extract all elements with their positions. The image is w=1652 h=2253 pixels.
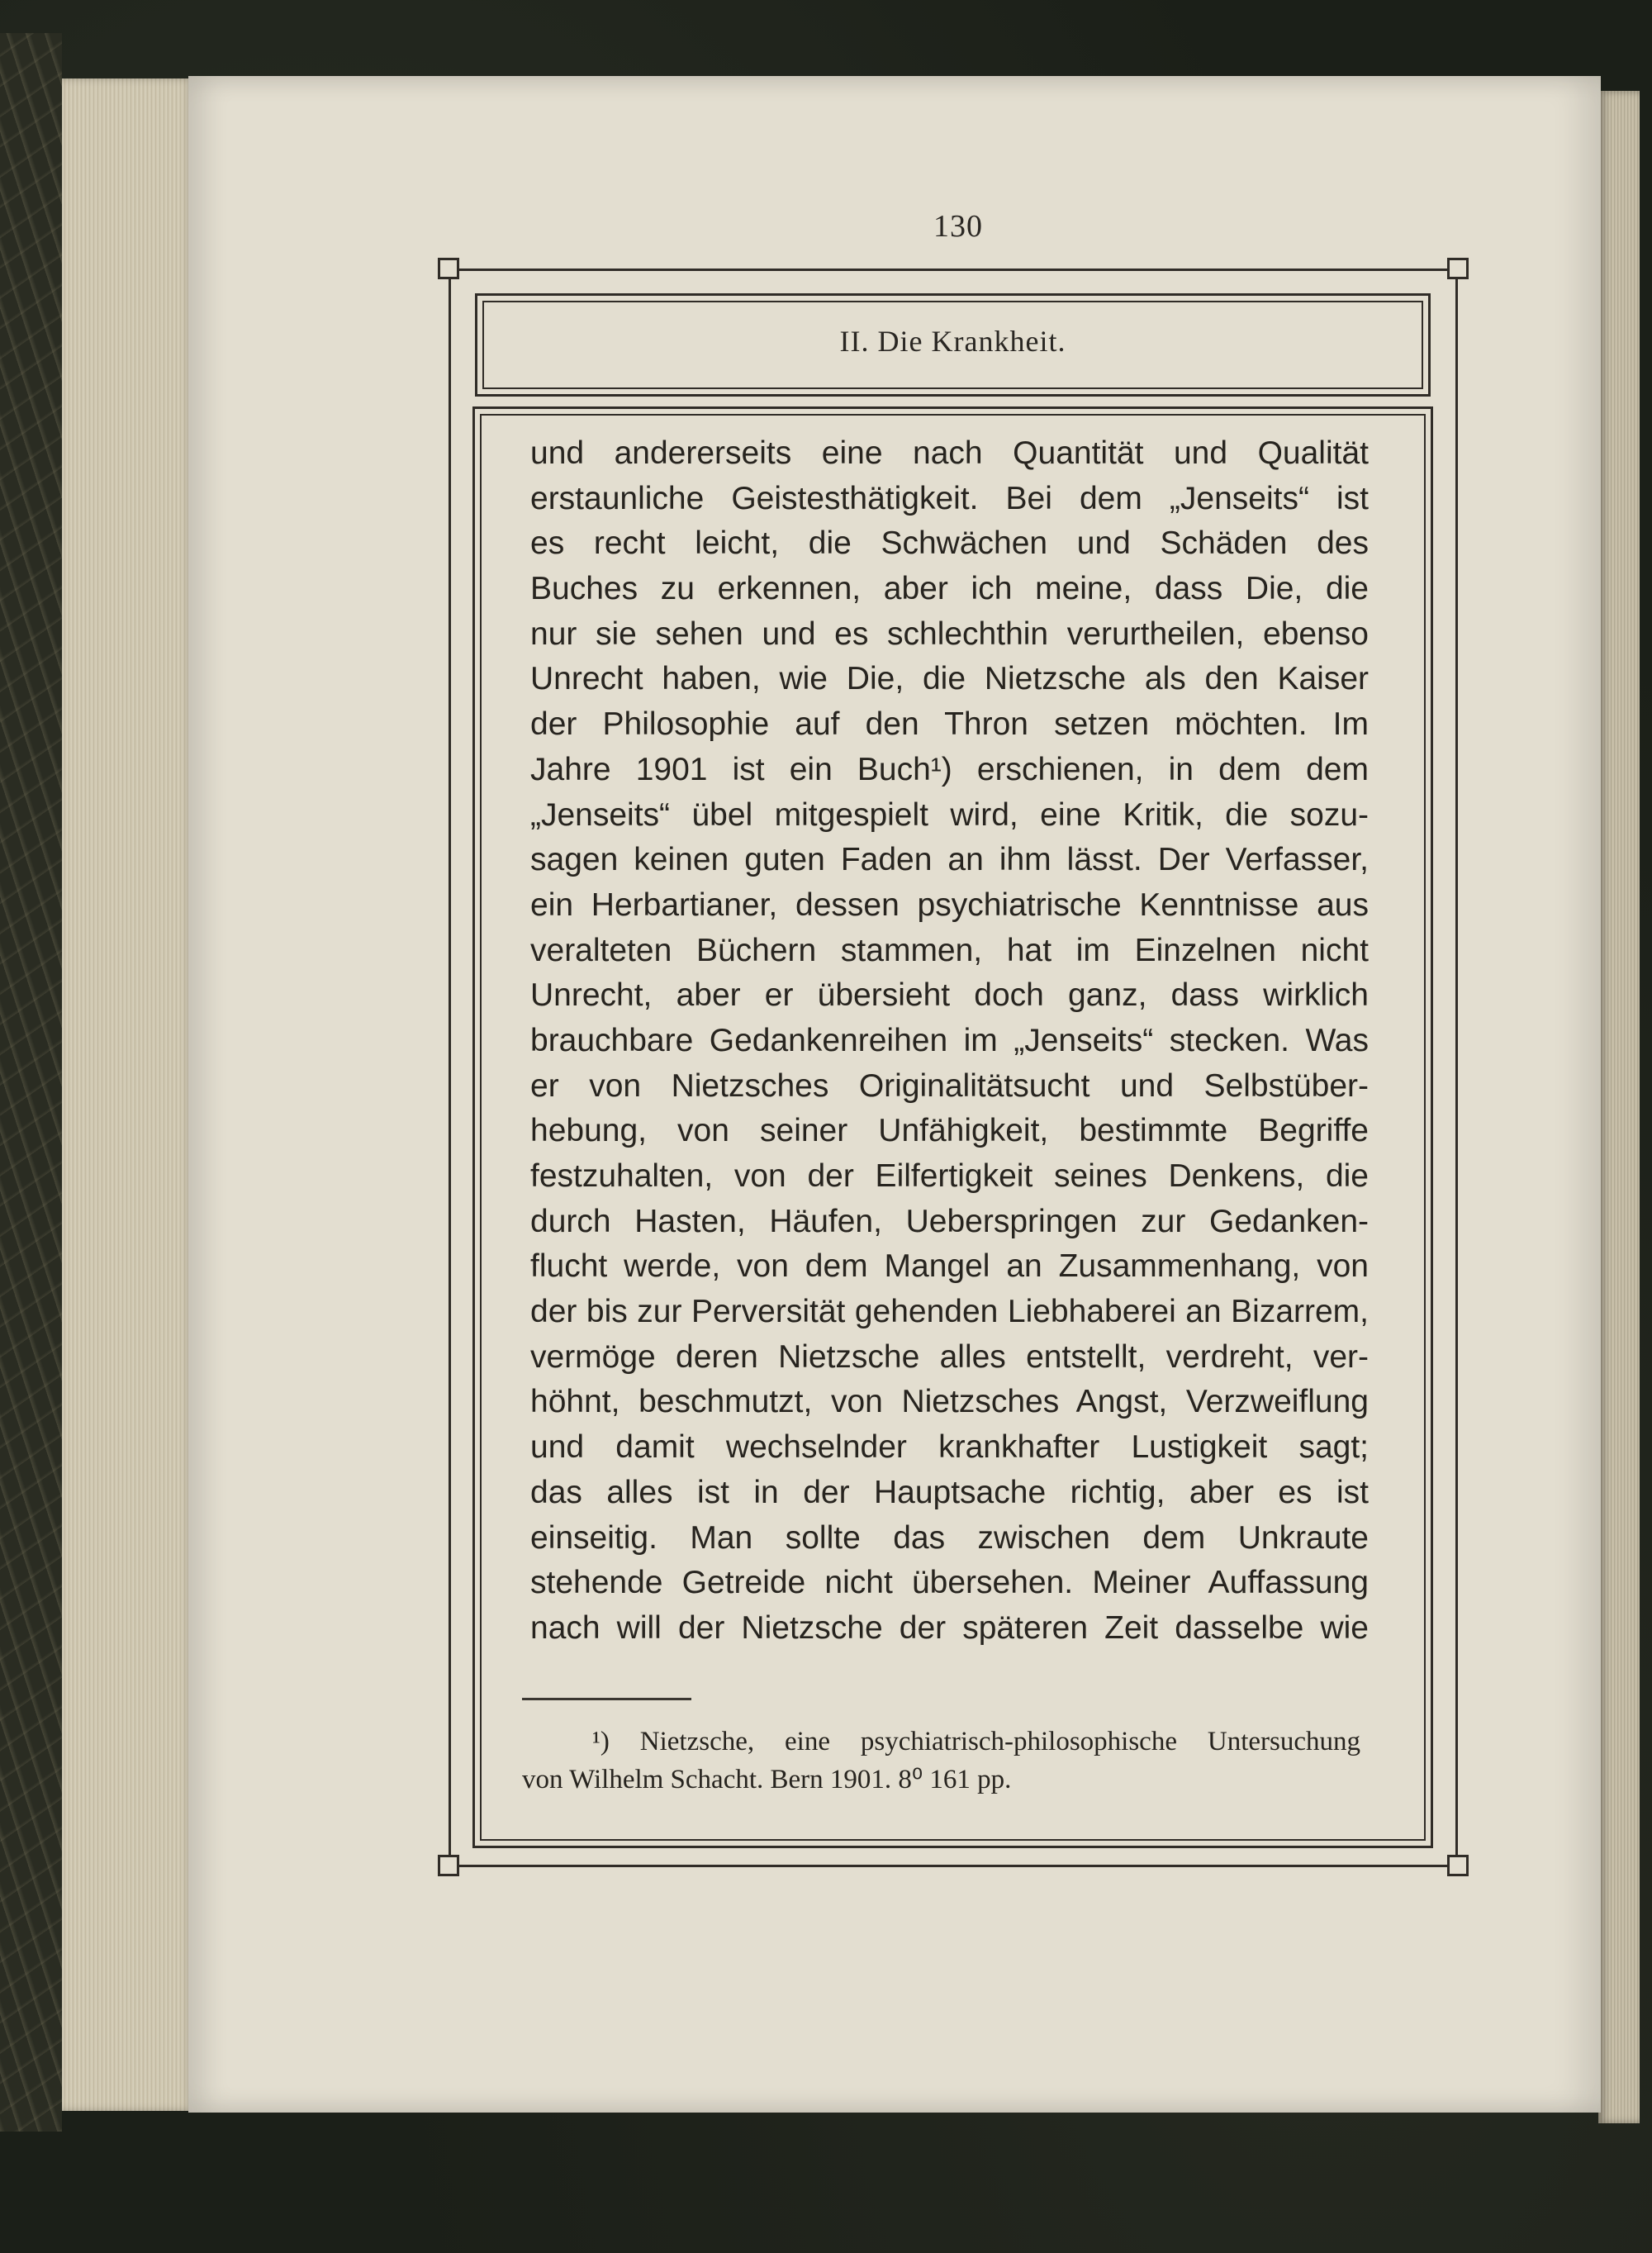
corner-ornament-top-right (1447, 258, 1469, 279)
text-line: nur sie sehen und es schlechthin verurtheilen, ebenso (530, 616, 1369, 652)
text-line: flucht werde, von dem Mangel an Zusammenhang, von (530, 1248, 1369, 1285)
text-line: höhnt, beschmutzt, von Nietzsches Angst, Verzweiflung (530, 1384, 1369, 1420)
text-line: der bis zur Perversität gehenden Liebhaberei an Bizarrem, (530, 1294, 1369, 1330)
text-line: ein Herbartianer, dessen psychiatrische Kenntnisse aus (530, 886, 1369, 923)
text-line: vermöge deren Nietzsche alles entstellt, verdreht, ver- (530, 1338, 1369, 1375)
text-line: hebung, von seiner Unfähigkeit, bestimmte Begriffe (530, 1113, 1369, 1149)
text-line: Jahre 1901 ist ein Buch¹) erschienen, in dem dem (530, 751, 1369, 787)
body-text (530, 431, 1369, 1652)
footnote-rule (522, 1698, 691, 1700)
marbled-board (0, 33, 62, 2132)
text-line: durch Hasten, Häufen, Ueberspringen zur Gedanken- (530, 1203, 1369, 1239)
text-line: festzuhalten, von der Eilfertigkeit seines Denkens, die (530, 1158, 1369, 1194)
text-line: und damit wechselnder krankhafter Lustigkeit sagt; (530, 1429, 1369, 1466)
footnote (522, 1723, 1360, 1799)
left-page-stack (62, 78, 194, 2111)
text-line: veralteten Büchern stammen, hat im Einzelnen nicht (530, 932, 1369, 968)
text-line: „Jenseits“ übel mitgespielt wird, eine Kritik, die sozu- (530, 796, 1369, 833)
text-line: der Philosophie auf den Thron setzen möchten. Im (530, 706, 1369, 743)
text-line: einseitig. Man sollte das zwischen dem Unkraute (530, 1519, 1369, 1556)
text-line: Unrecht, aber er übersieht doch ganz, dass wirklich (530, 977, 1369, 1014)
text-line: er von Nietzsches Originalitätsucht und Selbstüber- (530, 1067, 1369, 1104)
text-line: stehende Getreide nicht übersehen. Meiner Auffassung (530, 1565, 1369, 1601)
text-line: nach will der Nietzsche der späteren Zeit dasselbe wie (530, 1609, 1369, 1646)
text-line: Buches zu erkennen, aber ich meine, dass Die, die (530, 571, 1369, 607)
footnote-line: von Wilhelm Schacht. Bern 1901. 8⁰ 161 pp. (522, 1765, 1012, 1794)
page-number: 130 (933, 209, 983, 244)
corner-ornament-bottom-left (438, 1855, 459, 1876)
text-line: das alles ist in der Hauptsache richtig, aber es ist (530, 1474, 1369, 1510)
text-line: Unrecht haben, wie Die, die Nietzsche als den Kaiser (530, 661, 1369, 697)
text-line: und andererseits eine nach Quantität und Qualität (530, 435, 1369, 471)
text-line: erstaunliche Geistesthätigkeit. Bei dem „Jenseits“ ist (530, 480, 1369, 516)
text-line: brauchbare Gedankenreihen im „Jenseits“ stecken. Was (530, 1022, 1369, 1058)
corner-ornament-top-left (438, 258, 459, 279)
text-line: sagen keinen guten Faden an ihm lässt. Der Verfasser, (530, 842, 1369, 878)
corner-ornament-bottom-right (1447, 1855, 1469, 1876)
running-head: II. Die Krankheit. (839, 325, 1066, 358)
footnote-line: ¹) Nietzsche, eine psychiatrisch-philosophische Untersuchung (592, 1727, 1360, 1756)
text-line: es recht leicht, die Schwächen und Schäden des (530, 525, 1369, 562)
right-page-stack (1598, 91, 1640, 2123)
